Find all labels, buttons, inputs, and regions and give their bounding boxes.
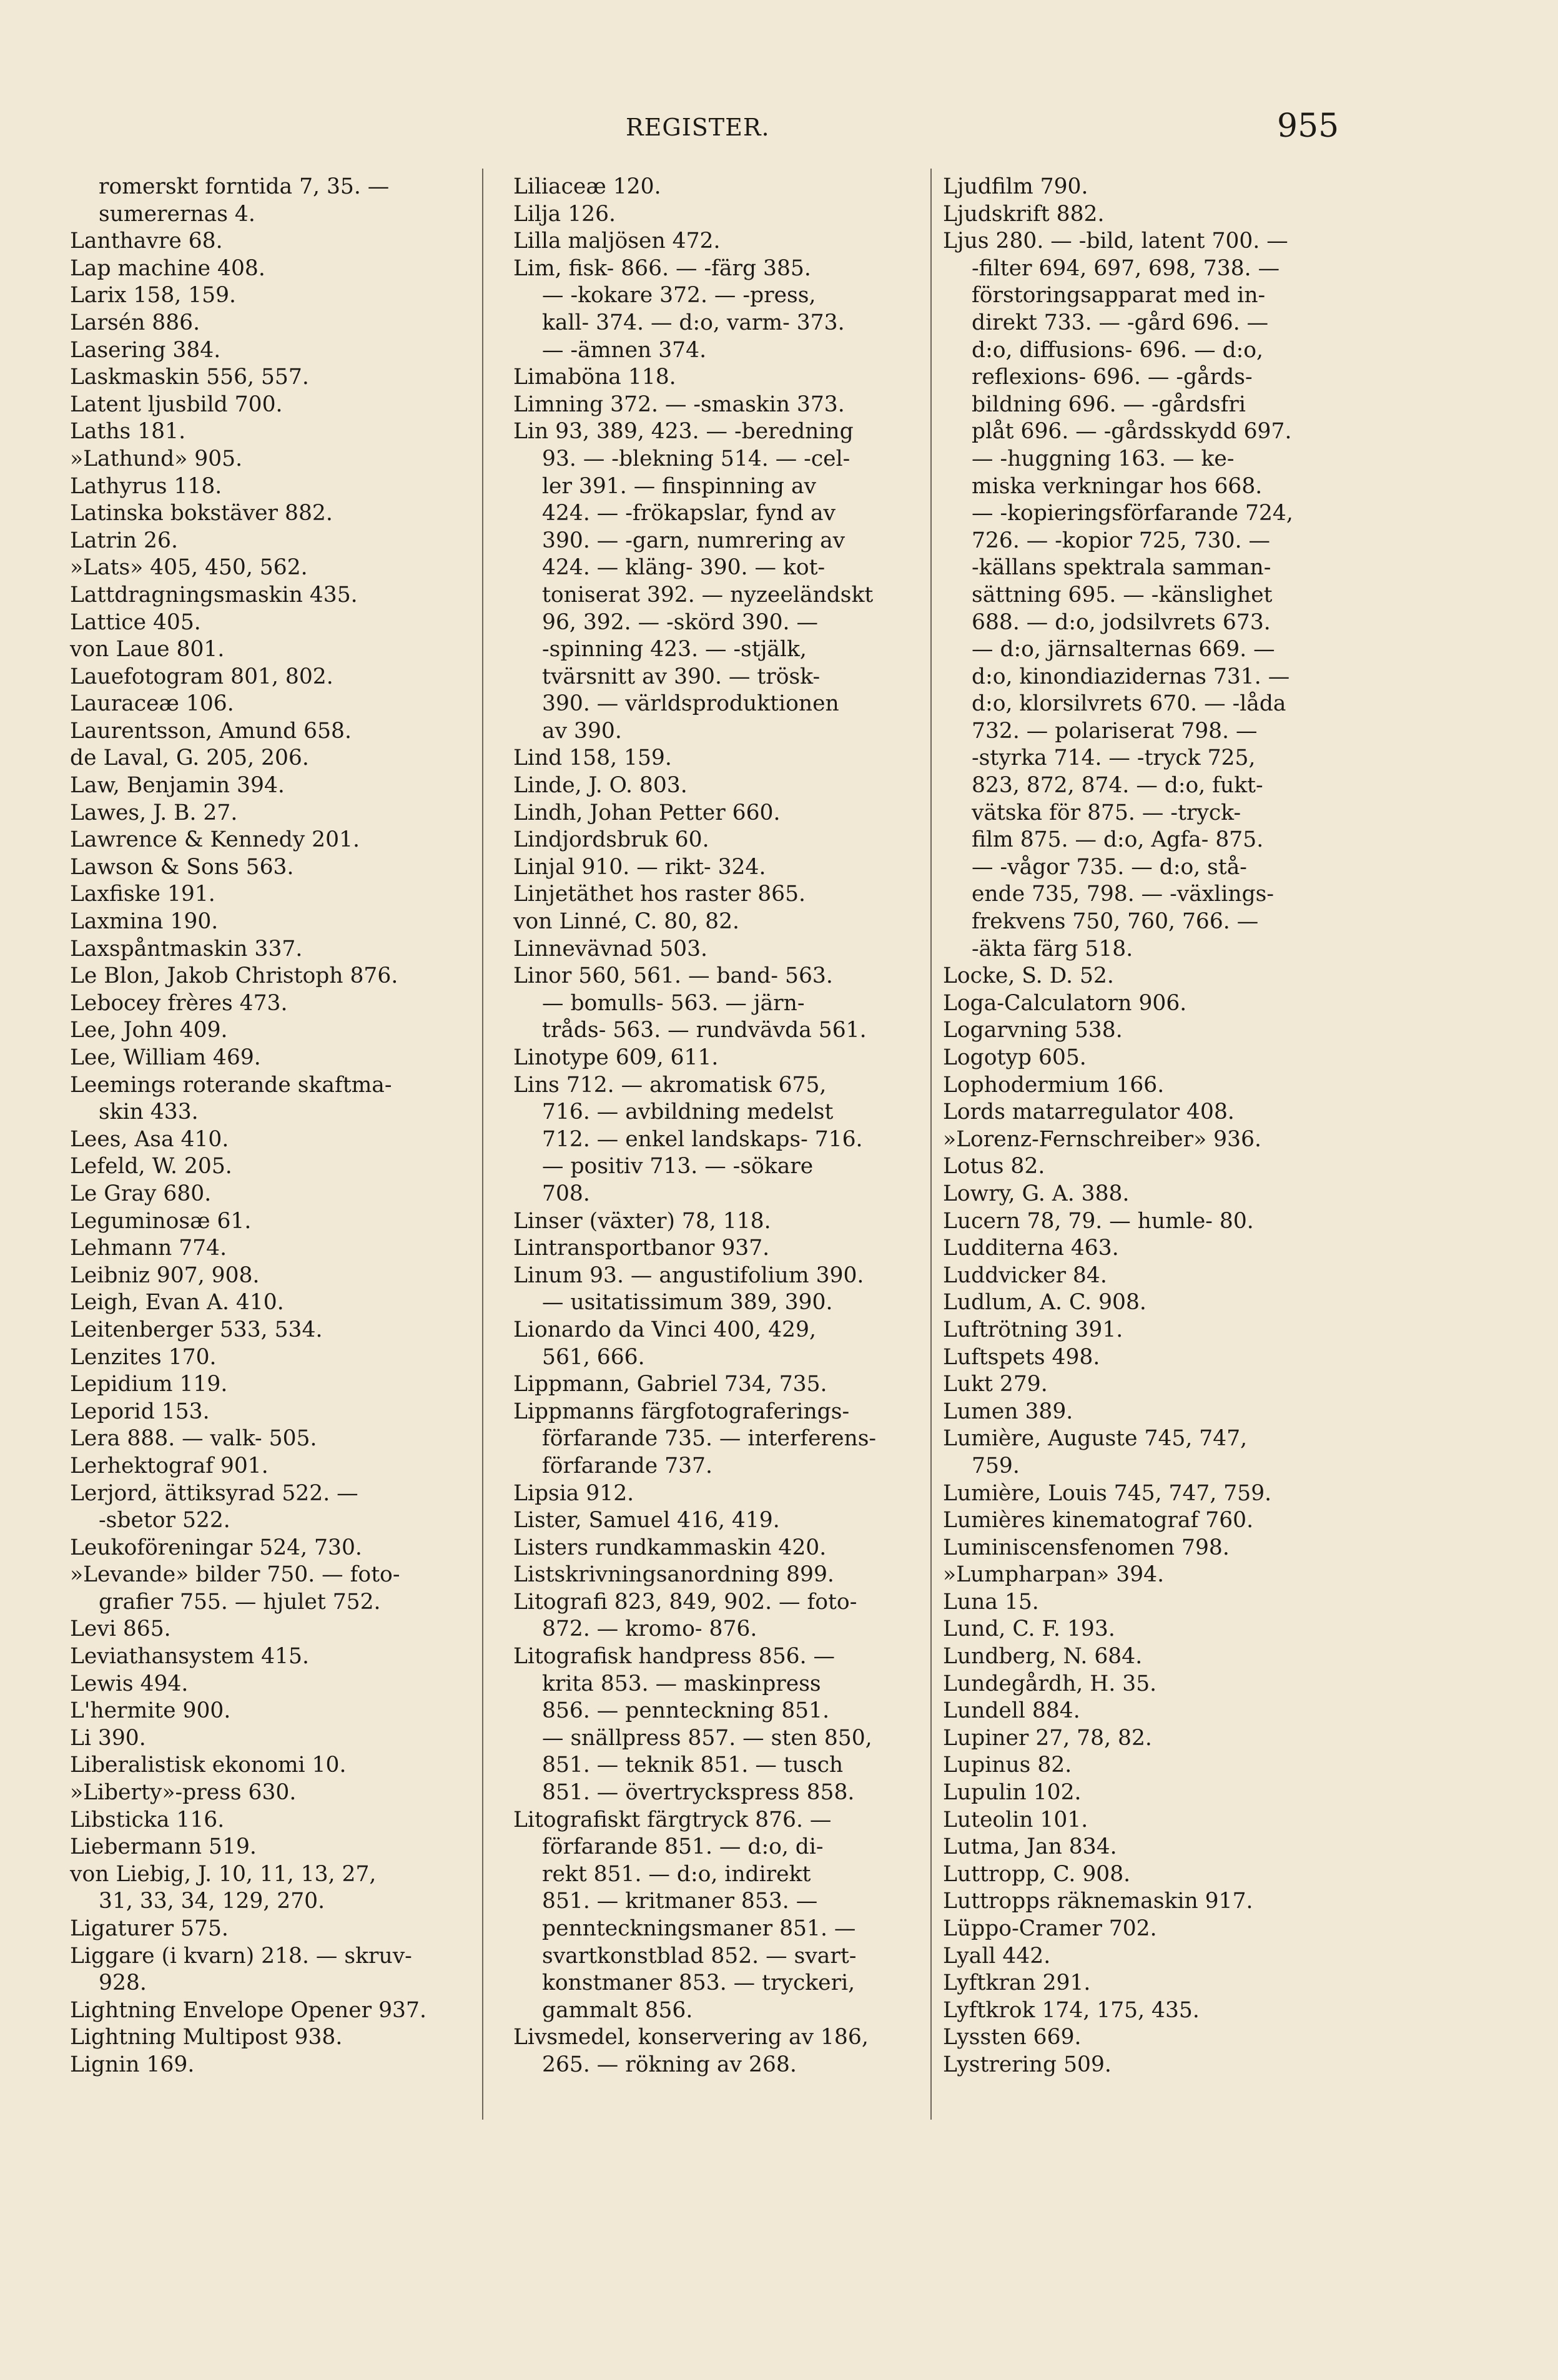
index-entry: Luddvicker 84.	[943, 1262, 1107, 1288]
index-entry: Lignin 169.	[70, 2052, 195, 2077]
index-entry: Larix 158, 159.	[70, 283, 237, 308]
index-entry: Litografiskt färgtryck 876. —	[513, 1807, 832, 1832]
index-entry-continuation: -filter 694, 697, 698, 738. —	[972, 255, 1280, 281]
index-entry: Logotyp 605.	[943, 1045, 1087, 1070]
index-entry-continuation: pennteckningsmaner 851. —	[542, 1916, 856, 1941]
index-entry: Ljudskrift 882.	[943, 201, 1105, 227]
index-entry: »Levande» bilder 750. — foto-	[70, 1562, 400, 1588]
index-entry: Litografisk handpress 856. —	[513, 1644, 836, 1669]
index-entry-continuation: 726. — -kopior 725, 730. —	[972, 528, 1270, 553]
index-entry: Lionardo da Vinci 400, 429,	[513, 1317, 816, 1342]
index-entry-continuation: -äkta färg 518.	[972, 936, 1133, 961]
index-entry: Lightning Envelope Opener 937.	[70, 1997, 426, 2023]
index-entry: Linser (växter) 78, 118.	[513, 1208, 771, 1234]
index-entry-continuation: gammalt 856.	[542, 1997, 693, 2023]
index-entry-continuation: 851. — kritmaner 853. —	[542, 1889, 818, 1914]
index-entry: Lystrering 509.	[943, 2052, 1112, 2077]
index-entry-continuation: — d:o, järnsalternas 669. —	[972, 637, 1275, 662]
index-entry-continuation: d:o, diffusions- 696. — d:o,	[972, 337, 1264, 363]
index-entry: Latent ljusbild 700.	[70, 391, 283, 417]
index-entry: Leitenberger 533, 534.	[70, 1317, 323, 1342]
index-entry-continuation: 732. — polariserat 798. —	[972, 718, 1258, 744]
index-entry: Lasering 384.	[70, 337, 221, 363]
index-entry-continuation: — bomulls- 563. — järn-	[542, 990, 805, 1016]
index-entry-continuation: 265. — rökning av 268.	[542, 2052, 797, 2077]
index-entry-continuation: av 390.	[542, 718, 622, 744]
index-entry: Lundell 884.	[943, 1698, 1080, 1724]
index-entry: Luteolin 101.	[943, 1807, 1088, 1832]
index-entry: Laxmina 190.	[70, 909, 219, 935]
index-entry-continuation: 93. — -blekning 514. — -cel-	[542, 446, 850, 471]
index-entry-continuation: -spinning 423. — -stjälk,	[542, 637, 807, 662]
index-entry: Lawson & Sons 563.	[70, 854, 294, 880]
index-entry: Lawes, J. B. 27.	[70, 800, 238, 825]
index-entry-continuation: sumerernas 4.	[99, 201, 255, 227]
index-entry-continuation: 872. — kromo- 876.	[542, 1616, 757, 1642]
column-divider	[930, 169, 932, 2120]
index-entry: Lauraceæ 106.	[70, 691, 234, 717]
index-entry-continuation: konstmaner 853. — tryckeri,	[542, 1970, 855, 1996]
index-entry-continuation: 424. — -frökapslar, fynd av	[542, 501, 836, 526]
index-entry: »Liberty»-press 630.	[70, 1780, 297, 1806]
index-entry-continuation: -källans spektrala samman-	[972, 555, 1271, 581]
index-entry: Lund, C. F. 193.	[943, 1616, 1115, 1642]
index-entry-continuation: 851. — teknik 851. — tusch	[542, 1753, 844, 1778]
index-entry: Lyftkran 291.	[943, 1970, 1091, 1996]
index-entry: Lundegårdh, H. 35.	[943, 1671, 1157, 1696]
index-entry: Linor 560, 561. — band- 563.	[513, 963, 833, 989]
index-entry: Liggare (i kvarn) 218. — skruv-	[70, 1943, 412, 1969]
index-entry: Lupulin 102.	[943, 1780, 1082, 1806]
index-entry: Lerjord, ättiksyrad 522. —	[70, 1480, 358, 1506]
index-entry: Lees, Asa 410.	[70, 1126, 229, 1152]
index-entry: Listskrivningsanordning 899.	[513, 1562, 834, 1588]
index-entry: Latinska bokstäver 882.	[70, 501, 333, 526]
index-entry: Ligaturer 575.	[70, 1916, 229, 1941]
index-entry-continuation: 823, 872, 874. — d:o, fukt-	[972, 773, 1263, 799]
index-entry: Lindjordsbruk 60.	[513, 827, 709, 853]
index-entry-continuation: 856. — pennteckning 851.	[542, 1698, 830, 1724]
index-entry: Locke, S. D. 52.	[943, 963, 1114, 989]
index-entry-continuation: kall- 374. — d:o, varm- 373.	[542, 310, 845, 335]
index-entry: Lumen 389.	[943, 1399, 1073, 1424]
index-entry: Lupinus 82.	[943, 1753, 1072, 1778]
index-entry: Lyssten 669.	[943, 2025, 1082, 2050]
index-entry-continuation: toniserat 392. — nyzeeländskt	[542, 582, 874, 607]
index-entry: Lippmanns färgfotograferings-	[513, 1399, 850, 1424]
index-entry: Ljudfilm 790.	[943, 174, 1088, 199]
page-number: 955	[1277, 107, 1339, 145]
index-entry: Limning 372. — -smaskin 373.	[513, 391, 845, 417]
index-entry: Leporid 153.	[70, 1399, 210, 1424]
index-entry: Lee, William 469.	[70, 1045, 261, 1070]
index-entry: Lenzites 170.	[70, 1344, 217, 1370]
index-entry-continuation: 712. — enkel landskaps- 716.	[542, 1126, 863, 1152]
index-entry: Li 390.	[70, 1725, 146, 1751]
index-entry-continuation: — -kopieringsförfarande 724,	[972, 501, 1293, 526]
index-entry-continuation: — -huggning 163. — ke-	[972, 446, 1235, 471]
index-entry: Lehmann 774.	[70, 1236, 227, 1261]
index-entry-continuation: reflexions- 696. — -gårds-	[972, 365, 1253, 390]
index-entry: Listers rundkammaskin 420.	[513, 1535, 827, 1560]
index-entry-continuation: d:o, kinondiazidernas 731. —	[972, 664, 1290, 689]
index-entry: Lüppo-Cramer 702.	[943, 1916, 1157, 1941]
index-entry: Lerhektograf 901.	[70, 1453, 269, 1478]
index-entry: Linjetäthet hos raster 865.	[513, 882, 806, 907]
index-entry: Lyall 442.	[943, 1943, 1051, 1969]
index-entry: Ludditerna 463.	[943, 1236, 1119, 1261]
index-entry-continuation: förfarande 737.	[542, 1453, 712, 1478]
index-entry: Lotus 82.	[943, 1154, 1045, 1179]
index-entry: Lindh, Johan Petter 660.	[513, 800, 781, 825]
index-entry: Leigh, Evan A. 410.	[70, 1290, 284, 1315]
index-entry-continuation: 688. — d:o, jodsilvrets 673.	[972, 609, 1271, 635]
index-entry: Lap machine 408.	[70, 255, 265, 281]
index-entry: Lundberg, N. 684.	[943, 1644, 1143, 1669]
index-entry: Lera 888. — valk- 505.	[70, 1426, 317, 1452]
index-entry: Lilja 126.	[513, 201, 616, 227]
index-entry: Lewis 494.	[70, 1671, 189, 1696]
index-entry: de Laval, G. 205, 206.	[70, 745, 309, 771]
index-entry-continuation: 928.	[99, 1970, 147, 1996]
index-entry: Lumières kinematograf 760.	[943, 1508, 1254, 1533]
index-entry-continuation: -sbetor 522.	[99, 1508, 230, 1533]
index-entry-continuation: — -kokare 372. — -press,	[542, 283, 816, 308]
index-entry: Le Blon, Jakob Christoph 876.	[70, 963, 398, 989]
index-entry: Limaböna 118.	[513, 365, 676, 390]
index-entry-continuation: 390. — världsproduktionen	[542, 691, 839, 717]
index-entry: Linum 93. — angustifolium 390.	[513, 1262, 864, 1288]
index-entry: von Liebig, J. 10, 11, 13, 27,	[70, 1861, 377, 1887]
index-entry-continuation: 716. — avbildning medelst	[542, 1099, 834, 1125]
index-entry-continuation: — -vågor 735. — d:o, stå-	[972, 854, 1247, 880]
index-entry: Lumière, Auguste 745, 747,	[943, 1426, 1248, 1452]
index-entry-continuation: förfarande 735. — interferens-	[542, 1426, 877, 1452]
index-entry: »Lorenz-Fernschreiber» 936.	[943, 1126, 1262, 1152]
index-entry: Lebocey frères 473.	[70, 990, 288, 1016]
index-entry: Liliaceæ 120.	[513, 174, 661, 199]
index-entry-continuation: 31, 33, 34, 129, 270.	[99, 1889, 325, 1914]
index-column-3	[943, 174, 1343, 2079]
index-entry-continuation: frekvens 750, 760, 766. —	[972, 909, 1259, 935]
index-entry: Lutma, Jan 834.	[943, 1834, 1117, 1860]
index-column-1	[70, 174, 438, 2079]
index-entry: Lin 93, 389, 423. — -beredning	[513, 419, 854, 445]
index-entry: Livsmedel, konservering av 186,	[513, 2025, 869, 2050]
index-entry-continuation: — usitatissimum 389, 390.	[542, 1290, 833, 1315]
index-entry-continuation: 708.	[542, 1181, 590, 1206]
index-entry: Leibniz 907, 908.	[70, 1262, 260, 1288]
index-entry: von Laue 801.	[70, 637, 225, 662]
index-entry: Leukoföreningar 524, 730.	[70, 1535, 362, 1560]
index-entry-continuation: ler 391. — finspinning av	[542, 473, 817, 499]
index-entry: Le Gray 680.	[70, 1181, 212, 1206]
index-entry: Ludlum, A. C. 908.	[943, 1290, 1146, 1315]
index-entry: »Lumpharpan» 394.	[943, 1562, 1165, 1588]
index-entry: Luna 15.	[943, 1589, 1039, 1615]
index-entry-continuation: förfarande 851. — d:o, di-	[542, 1834, 824, 1860]
index-entry: Linjal 910. — rikt- 324.	[513, 854, 766, 880]
index-entry: Lim, fisk- 866. — -färg 385.	[513, 255, 811, 281]
index-entry: Lauefotogram 801, 802.	[70, 664, 333, 689]
index-entry: Lowry, G. A. 388.	[943, 1181, 1130, 1206]
index-entry: Laxfiske 191.	[70, 882, 215, 907]
index-entry: Lattice 405.	[70, 609, 201, 635]
index-entry-continuation: 424. — kläng- 390. — kot-	[542, 555, 826, 581]
index-entry: Lilla maljösen 472.	[513, 229, 721, 254]
index-entry: Leguminosæ 61.	[70, 1208, 252, 1234]
index-entry-continuation: romerskt forntida 7, 35. —	[99, 174, 390, 199]
index-entry: Lanthavre 68.	[70, 229, 223, 254]
index-entry: Levi 865.	[70, 1616, 171, 1642]
index-entry: Luminiscensfenomen 798.	[943, 1535, 1230, 1560]
index-entry: Lyftkrok 174, 175, 435.	[943, 1997, 1200, 2023]
index-entry-continuation: ende 735, 798. — -växlings-	[972, 882, 1275, 907]
index-entry: Libsticka 116.	[70, 1807, 225, 1832]
index-entry: Leviathansystem 415.	[70, 1644, 309, 1669]
index-entry: Lupiner 27, 78, 82.	[943, 1725, 1152, 1751]
index-entry: Lee, John 409.	[70, 1018, 228, 1043]
index-entry: Law, Benjamin 394.	[70, 773, 285, 799]
index-entry: Lind 158, 159.	[513, 745, 672, 771]
index-entry-continuation: bildning 696. — -gårdsfri	[972, 391, 1246, 417]
index-entry-continuation: tvärsnitt av 390. — trösk-	[542, 664, 821, 689]
index-entry: Lister, Samuel 416, 419.	[513, 1508, 780, 1533]
index-entry: Lucern 78, 79. — humle- 80.	[943, 1208, 1254, 1234]
index-entry-continuation: plåt 696. — -gårdsskydd 697.	[972, 419, 1292, 445]
index-entry-continuation: miska verkningar hos 668.	[972, 473, 1263, 499]
index-entry: Lukt 279.	[943, 1372, 1048, 1397]
index-entry: Laurentsson, Amund 658.	[70, 718, 352, 744]
index-entry-continuation: 851. — övertryckspress 858.	[542, 1780, 855, 1806]
index-entry: Litografi 823, 849, 902. — foto-	[513, 1589, 857, 1615]
page-header	[0, 107, 1558, 157]
index-entry-continuation: — snällpress 857. — sten 850,	[542, 1725, 872, 1751]
index-entry: Lins 712. — akromatisk 675,	[513, 1072, 827, 1098]
index-entry: Lumière, Louis 745, 747, 759.	[943, 1480, 1272, 1506]
index-entry-continuation: film 875. — d:o, Agfa- 875.	[972, 827, 1264, 853]
index-entry-continuation: -styrka 714. — -tryck 725,	[972, 745, 1256, 771]
index-entry-continuation: förstoringsapparat med in-	[972, 283, 1266, 308]
running-head: REGISTER.	[626, 114, 770, 141]
index-entry-continuation: rekt 851. — d:o, indirekt	[542, 1861, 811, 1887]
index-entry: Liebermann 519.	[70, 1834, 257, 1860]
index-entry: Lintransportbanor 937.	[513, 1236, 770, 1261]
index-entry: Lippmann, Gabriel 734, 735.	[513, 1372, 827, 1397]
index-entry: Linotype 609, 611.	[513, 1045, 719, 1070]
index-entry: Lipsia 912.	[513, 1480, 634, 1506]
index-entry: Luttropps räknemaskin 917.	[943, 1889, 1253, 1914]
index-entry: Lawrence & Kennedy 201.	[70, 827, 360, 853]
index-entry-continuation: d:o, klorsilvrets 670. — -låda	[972, 691, 1286, 717]
index-entry: Laskmaskin 556, 557.	[70, 365, 309, 390]
index-entry: »Lathund» 905.	[70, 446, 243, 471]
index-entry: Ljus 280. — -bild, latent 700. —	[943, 229, 1288, 254]
index-entry: von Linné, C. 80, 82.	[513, 909, 739, 935]
index-entry-continuation: svartkonstblad 852. — svart-	[542, 1943, 857, 1969]
index-entry: Linnevävnad 503.	[513, 936, 708, 961]
index-entry: Larsén 886.	[70, 310, 200, 335]
index-entry: Lophodermium 166.	[943, 1072, 1165, 1098]
index-entry: Lightning Multipost 938.	[70, 2025, 343, 2050]
index-entry: Loga-Calculatorn 906.	[943, 990, 1187, 1016]
column-divider	[482, 169, 483, 2120]
index-entry-continuation: sättning 695. — -känslighet	[972, 582, 1273, 607]
index-entry: Leemings roterande skaftma-	[70, 1072, 392, 1098]
index-entry: L'hermite 900.	[70, 1698, 231, 1724]
index-entry: Lords matarregulator 408.	[943, 1099, 1235, 1125]
index-entry: »Lats» 405, 450, 562.	[70, 555, 308, 581]
index-entry: Laths 181.	[70, 419, 186, 445]
index-entry: Linde, J. O. 803.	[513, 773, 688, 799]
index-entry: Lepidium 119.	[70, 1372, 228, 1397]
index-entry: Luftspets 498.	[943, 1344, 1100, 1370]
index-entry-continuation: grafier 755. — hjulet 752.	[99, 1589, 381, 1615]
index-entry-continuation: 96, 392. — -skörd 390. —	[542, 609, 818, 635]
index-column-2	[513, 174, 913, 2079]
index-entry-continuation: 390. — -garn, numrering av	[542, 528, 846, 553]
index-entry: Liberalistisk ekonomi 10.	[70, 1753, 347, 1778]
index-entry-continuation: — positiv 713. — -sökare	[542, 1154, 814, 1179]
index-entry-continuation: direkt 733. — -gård 696. —	[972, 310, 1269, 335]
index-entry-continuation: skin 433.	[99, 1099, 199, 1125]
index-entry-continuation: 561, 666.	[542, 1344, 645, 1370]
index-entry-continuation: — -ämnen 374.	[542, 337, 707, 363]
index-entry: Laxspåntmaskin 337.	[70, 936, 303, 961]
index-entry: Luftrötning 391.	[943, 1317, 1123, 1342]
index-entry: Luttropp, C. 908.	[943, 1861, 1131, 1887]
index-entry: Lefeld, W. 205.	[70, 1154, 232, 1179]
index-entry-continuation: tråds- 563. — rundvävda 561.	[542, 1018, 867, 1043]
index-entry-continuation: krita 853. — maskinpress	[542, 1671, 821, 1696]
index-entry-continuation: 759.	[972, 1453, 1020, 1478]
index-entry: Lattdragningsmaskin 435.	[70, 582, 358, 607]
index-entry: Latrin 26.	[70, 528, 178, 553]
index-entry: Logarvning 538.	[943, 1018, 1123, 1043]
index-entry: Lathyrus 118.	[70, 473, 222, 499]
index-entry-continuation: vätska för 875. — -tryck-	[972, 800, 1241, 825]
